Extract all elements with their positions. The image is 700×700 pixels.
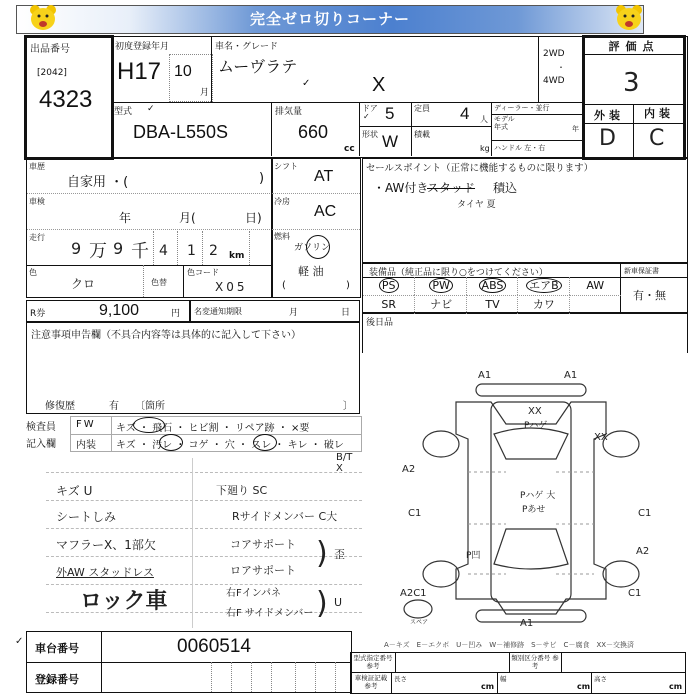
bottom-right-box (350, 652, 686, 694)
divider (621, 277, 688, 278)
divider (143, 265, 144, 297)
inspection-month: 月( (179, 211, 196, 225)
first-reg-year: H17 (117, 58, 162, 85)
model-year-unit: 年 (572, 125, 579, 133)
mileage-digit: 千 (131, 241, 149, 262)
fuel-diesel: 軽 油 (298, 265, 324, 278)
mileage-digit: 9 (113, 239, 124, 258)
displacement-cell (271, 102, 360, 156)
shape-label: 形状 (362, 130, 378, 139)
color-code-value: X05 (215, 280, 248, 294)
ac-value: AC (314, 203, 337, 220)
fuel-paren-close: ) (346, 280, 350, 291)
lot-number: 4323 (39, 86, 93, 113)
equipment-item (414, 277, 466, 295)
note-left: キズ U (56, 484, 93, 498)
note-left: 外AW スタッドレス (56, 566, 154, 579)
equipment-item-label: ナビ (430, 298, 453, 311)
bracket-mark: ) (316, 536, 328, 571)
divider (71, 434, 361, 435)
later-items-label: 後日品 (366, 318, 394, 328)
note-right: 右Fインパネ (226, 588, 282, 599)
divider (591, 672, 592, 693)
sale-points-box (362, 158, 688, 264)
inspector-mark: B/T X (336, 452, 353, 474)
damage-mark: A2C1 (400, 588, 427, 599)
equipment-label: 装備品（純正品に限り○をつけてください） (369, 268, 548, 278)
equipment-item-label: SR (381, 298, 397, 311)
length-label: 長さ (394, 675, 407, 683)
name-change-label: 名変通知期限 (194, 307, 242, 316)
check-mark: ✓ (302, 78, 311, 89)
divider (315, 662, 316, 692)
warranty-cell (620, 263, 688, 313)
first-reg-month-box (169, 54, 213, 102)
model-label: 型式 (114, 107, 133, 117)
name-change-day: 日 (341, 308, 351, 318)
divider (27, 265, 272, 266)
inspector-label: 検査員 (26, 422, 56, 433)
bear-mascot-icon (28, 3, 58, 33)
capacity-unit: 人 (480, 115, 488, 124)
sale-points-struck: スタッド (427, 181, 476, 195)
wheel-fl (423, 431, 459, 457)
mileage-unit: km (229, 251, 245, 261)
divider (211, 662, 212, 692)
divider (271, 662, 272, 692)
repair-location-close: 〕 (343, 401, 353, 412)
circle-mark (133, 417, 165, 433)
sale-points-note: タイヤ 夏 (457, 200, 496, 210)
divider (46, 556, 362, 557)
divider (391, 672, 392, 693)
car-name-cell (211, 36, 539, 102)
capacity-load-cell (411, 102, 492, 156)
displacement-unit: cc (344, 144, 355, 154)
car-name-value: ムーヴラテ (218, 57, 298, 76)
chassis-number: 0060514 (177, 636, 251, 657)
repair-label: 修復歴 (45, 401, 75, 412)
note-left: ロック車 (80, 589, 168, 614)
damage-mark: Pあせ (522, 505, 546, 515)
divider (272, 193, 360, 194)
first-reg-cell (111, 36, 212, 102)
divider (153, 231, 154, 265)
divider (231, 662, 232, 692)
recycle-cell (26, 300, 190, 322)
equipment-item (363, 277, 414, 295)
fuel-gasoline: ガソリン (294, 243, 331, 253)
registration-label: 登録番号 (35, 673, 79, 686)
capacity-label: 定員 (414, 104, 430, 113)
rear-window (494, 529, 568, 569)
interior-label: 内装 (633, 105, 684, 123)
capacity-value: 4 (460, 104, 470, 123)
lot-label: 出品番号 (30, 44, 70, 55)
damage-legend: A－キズ E－エクボ U－凹み W－補修跡 S－サビ C－腐食 XX－交換済 (384, 641, 635, 649)
name-change-cell (190, 300, 360, 322)
drive-2wd: 2WD (543, 49, 565, 59)
divider (27, 662, 351, 663)
displacement-value: 660 (298, 122, 329, 142)
inspection-label: 車検 (29, 197, 45, 206)
divider (360, 126, 412, 127)
equipment-item-label: ABS (479, 278, 507, 293)
lot-box (24, 35, 114, 160)
windshield (494, 428, 568, 459)
note-right: コアサポート (230, 538, 296, 551)
divider (27, 229, 272, 230)
circle-mark (159, 434, 183, 451)
drive-4wd: 4WD (543, 76, 565, 86)
spare-tire (404, 600, 432, 618)
divider (351, 672, 685, 673)
front-bumper (476, 384, 586, 396)
drive-dot: ・ (557, 63, 565, 72)
equipment-item-label: PS (379, 278, 399, 293)
note-right: ロアサポート (230, 564, 296, 577)
divider (202, 231, 203, 265)
history-label: 車歴 (29, 162, 45, 171)
damage-mark: A1 (520, 618, 534, 626)
damage-mark: Pハゲ 大 (520, 491, 556, 501)
divider (46, 472, 362, 473)
header-title: 完全ゼロ切りコーナー (249, 10, 410, 28)
color-label: 色 (29, 268, 37, 277)
recycle-label: R券 (30, 309, 46, 319)
drive-cell (538, 36, 583, 102)
color-code-label: 色コード (187, 268, 219, 277)
check-mark: ✓ (147, 104, 155, 114)
divider (111, 417, 112, 451)
divider (249, 231, 250, 265)
damage-mark: XX (528, 406, 542, 417)
car-name-label: 車名・グレード (215, 42, 279, 52)
damage-mark: A2 (402, 464, 416, 475)
handwritten-notes (26, 458, 362, 628)
vehicle-info-left (26, 158, 273, 298)
inspector-row2: キズ ・ 汚レ ・ コゲ ・ 穴 ・ スレ ・ キレ ・ 破レ (116, 440, 344, 451)
cert-ref-label: 車検証記載 参考 (354, 674, 388, 690)
sale-points-label: セールスポイント（正常に機能するものに限ります） (366, 163, 594, 174)
width-unit: cm (577, 682, 591, 691)
history-value: 自家用 ・( (67, 175, 129, 190)
divider (46, 500, 362, 501)
mileage-digit: 万 (89, 241, 107, 262)
warranty-label: 新車保証書 (624, 267, 659, 275)
equipment-item-label: エアB (526, 278, 562, 293)
divider (192, 458, 193, 628)
note-right: 下廻り SC (216, 484, 268, 497)
fuel-label: 燃料 (274, 232, 290, 241)
inspector-row1-head: FW (76, 419, 96, 430)
first-reg-month-unit: 月 (200, 88, 210, 98)
color-change-label: 色替 (151, 278, 167, 287)
score-divider (633, 123, 634, 157)
displacement-label: 排気量 (275, 107, 303, 117)
equipment-item-label: TV (485, 298, 500, 311)
mileage-digit: 2 (209, 243, 218, 259)
note-right: Rサイドメンバー C大 (232, 510, 338, 523)
inspector-table (70, 416, 362, 452)
divider (27, 193, 272, 194)
divider (509, 653, 510, 672)
class-num-label: 類別区分番号 参考 (511, 654, 559, 670)
equipment-item-label: PW (429, 278, 453, 293)
interior-value: C (649, 126, 665, 151)
bracket-note: 歪 (334, 548, 345, 561)
car-diagram (396, 364, 666, 626)
bracket-mark: ) (316, 586, 328, 621)
shift-label: シフト (274, 162, 298, 171)
recycle-value: 9,100 (99, 302, 140, 319)
wheel-rl (423, 561, 459, 587)
damage-mark: C1 (628, 588, 642, 599)
recycle-unit: 円 (171, 309, 181, 319)
grade-value: X (372, 74, 386, 96)
divider (295, 662, 296, 692)
chassis-box (15, 631, 352, 693)
equipment-item (517, 277, 569, 295)
score-box (582, 35, 686, 160)
divider (412, 126, 492, 127)
doors-label: ドア (362, 104, 378, 113)
divider (251, 662, 252, 692)
equipment-item-label: AW (586, 279, 605, 292)
damage-mark: A1 (564, 370, 578, 381)
damage-mark: A2 (636, 546, 650, 557)
equipment-item-label: カワ (532, 298, 555, 311)
type-cert-label: 型式指定番号 参考 (353, 654, 393, 670)
ac-label: 冷房 (274, 197, 290, 206)
height-unit: cm (669, 682, 683, 691)
notes-box (26, 322, 360, 414)
mileage-digit: 4 (159, 243, 168, 259)
first-reg-label: 初度登録年月 (115, 42, 170, 52)
note-left: マフラーX、1部欠 (56, 538, 156, 552)
equipment-grid (363, 277, 620, 313)
divider (561, 653, 562, 672)
handle-label: ハンドル 左・右 (494, 144, 546, 152)
width-label: 幅 (500, 675, 507, 683)
name-change-month: 月 (289, 308, 299, 318)
note-right: 右F サイドメンバー (226, 608, 314, 619)
divider (497, 672, 498, 693)
bracket-note: U (334, 596, 343, 609)
repair-value: 有 (109, 401, 119, 412)
divider (177, 231, 178, 265)
inspector-row1: キズ ・ 飛石 ・ ヒビ割 ・ リペア跡 ・ ×要 (116, 423, 310, 434)
length-unit: cm (481, 682, 495, 691)
exterior-label: 外装 (594, 109, 624, 122)
repair-location: 〔箇所 (135, 401, 165, 412)
score-label: 評価点 (585, 38, 683, 55)
inspection-year: 年 (119, 211, 132, 225)
height-label: 高さ (594, 675, 607, 683)
divider (335, 662, 336, 692)
divider (272, 229, 360, 230)
header-banner (16, 5, 644, 34)
history-close: ) (259, 171, 265, 186)
wheel-rr (603, 561, 639, 587)
fuel-paren-open: ( (282, 280, 286, 291)
inspector-label: 記入欄 (26, 439, 56, 450)
doors-value: 5 (385, 104, 395, 123)
score-value: 3 (623, 68, 640, 98)
doors-shape-cell (359, 102, 412, 156)
warranty-value: 有・無 (633, 289, 666, 302)
score-subheader (585, 104, 683, 124)
dealer-cell (491, 102, 583, 156)
inspection-day: 日) (245, 211, 262, 225)
first-reg-month: 10 (174, 63, 192, 80)
model-year-label: モデル年式 (494, 115, 515, 131)
equipment-item (569, 277, 621, 295)
inspector-row2-head: 内装 (76, 440, 96, 451)
later-items-box (362, 312, 688, 353)
mileage-label: 走行 (29, 233, 45, 242)
notes-label: 注意事項申告欄（不具合内容等は具体的に記入して下さい） (31, 330, 301, 341)
equipment-box (362, 262, 688, 314)
divider (492, 140, 583, 141)
shape-value: W (382, 132, 399, 151)
sale-points-line: ・AW付き (373, 181, 429, 195)
load-label: 積載 (414, 130, 430, 139)
damage-mark: C1 (408, 508, 422, 519)
check-mark: ✓ (15, 636, 24, 647)
mileage-digit: 9 (71, 239, 82, 258)
load-unit: kg (480, 144, 490, 153)
chassis-label: 車台番号 (35, 642, 79, 655)
equipment-item (466, 277, 518, 295)
exterior-value: D (599, 126, 616, 151)
shift-ac-fuel (271, 158, 361, 298)
lot-sub: [2042] (37, 68, 67, 78)
sale-points-end: 積込 (493, 181, 518, 195)
dealer-label: ディーラー・並行 (494, 104, 550, 112)
model-value: DBA-L550S (133, 122, 229, 142)
bear-mascot-icon (614, 3, 644, 33)
damage-mark: P凹 (466, 551, 481, 561)
color-value: クロ (71, 277, 96, 291)
check-mark: ✓ (363, 112, 370, 121)
damage-mark: C1 (638, 508, 652, 519)
damage-mark: XX (594, 432, 608, 443)
divider (183, 265, 184, 297)
divider (395, 653, 396, 672)
divider (46, 528, 362, 529)
mileage-digit: 1 (187, 243, 196, 259)
spare-label: スペア (410, 619, 429, 626)
damage-mark: A1 (478, 370, 492, 381)
circle-mark (253, 434, 277, 451)
inspector-section (26, 416, 362, 474)
wheel-fr (603, 431, 639, 457)
model-cell (111, 102, 271, 156)
shift-value: AT (314, 168, 334, 185)
note-left: シートしみ (56, 510, 117, 524)
damage-mark: Pハゲ (524, 421, 548, 431)
